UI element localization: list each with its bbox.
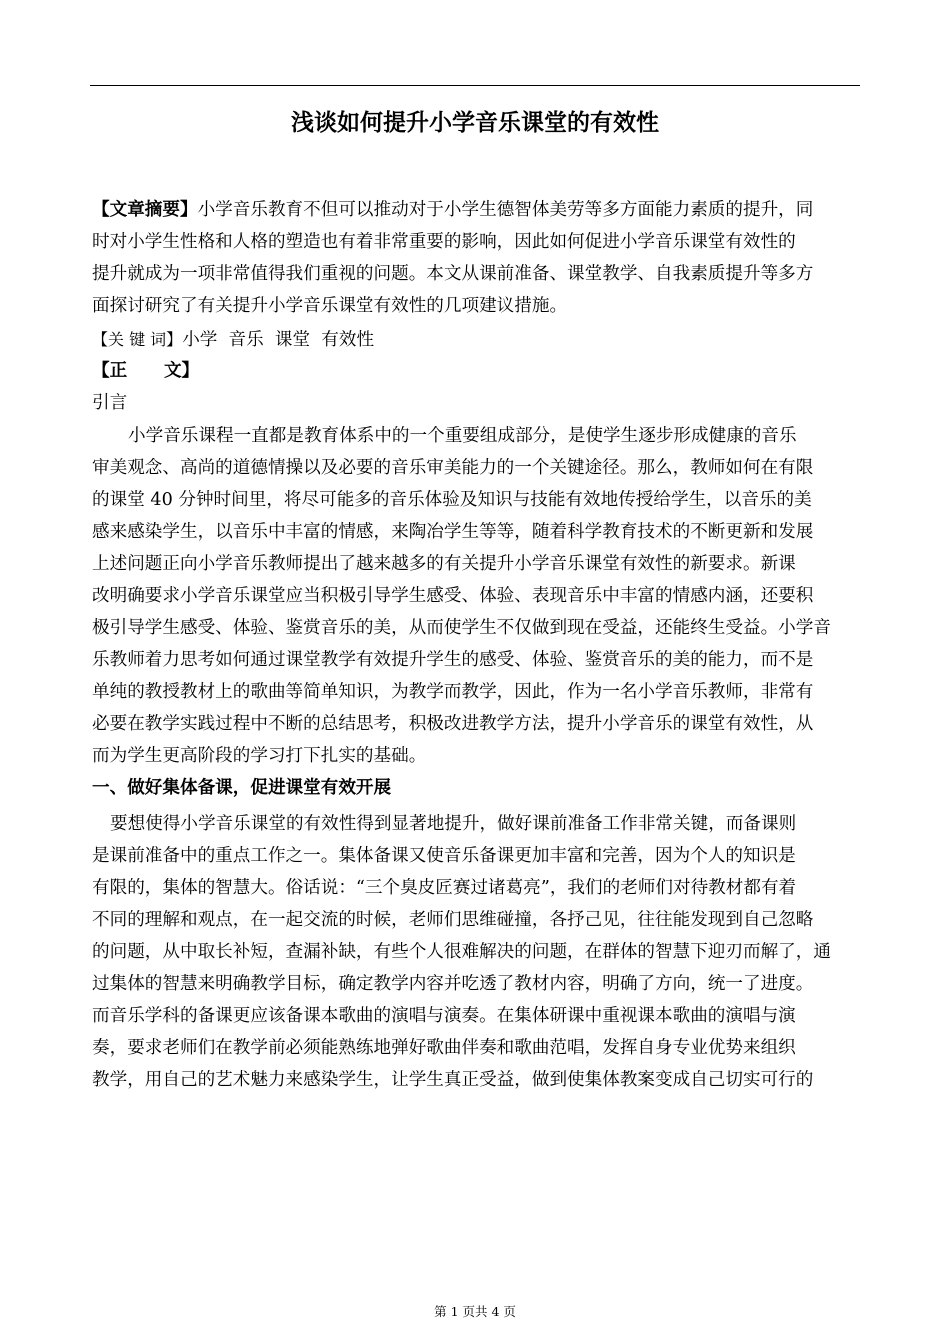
keywords-text: 小学 音乐 课堂 有效性 xyxy=(182,330,375,350)
section-1-line: 教学，用自己的艺术魅力来感染学生，让学生真正受益，做到使集体教案变成自己切实可行的 xyxy=(92,1070,814,1090)
section-1-line: 而音乐学科的备课更应该备课本歌曲的演唱与演奏。在集体研课中重视课本歌曲的演唱与演 xyxy=(92,1006,796,1026)
intro-line: 上述问题正向小学音乐教师提出了越来越多的有关提升小学音乐课堂有效性的新要求。新课 xyxy=(92,554,796,574)
section-1-line: 的问题，从中取长补短，查漏补缺，有些个人很难解决的问题，在群体的智慧下迎刃而解了，通 xyxy=(92,942,831,962)
section-1-line: 有限的，集体的智慧大。俗话说：“三个臭皮匠赛过诸葛亮”，我们的老师们对待教材都有着 xyxy=(92,878,797,898)
keywords-line xyxy=(92,325,860,354)
intro-line: 审美观念、高尚的道德情操以及必要的音乐审美能力的一个关键途径。那么，教师如何在有限 xyxy=(92,458,814,478)
abstract-text: 小学音乐教育不但可以推动对于小学生德智体美劳等多方面能力素质的提升，同 xyxy=(197,200,814,220)
intro-line: 乐教师着力思考如何通过课堂教学有效提升学生的感受、体验、鉴赏音乐的美的能力，而不是 xyxy=(92,650,814,670)
document-body xyxy=(92,193,860,1096)
section-1-line: 要想使得小学音乐课堂的有效性得到显著地提升，做好课前准备工作非常关键，而备课则 xyxy=(110,814,797,834)
abstract-label: 【文章摘要】 xyxy=(92,200,198,220)
abstract-paragraph xyxy=(92,193,860,322)
page-footer: 第 1 页共 4 页 xyxy=(434,1304,516,1319)
abstract-line: 时对小学生性格和人格的塑造也有着非常重要的影响，因此如何促进小学音乐课堂有效性的 xyxy=(92,232,796,252)
section-1-heading: 一、做好集体备课，促进课堂有效开展 xyxy=(92,778,392,798)
intro-line: 改明确要求小学音乐课堂应当积极引导学生感受、体验、表现音乐中丰富的情感内涵，还要积 xyxy=(92,586,814,606)
keywords-label: 【关 键 词】 xyxy=(92,330,183,349)
abstract-line xyxy=(92,194,860,226)
intro-line: 的课堂 40 分钟时间里，将尽可能多的音乐体验及知识与技能有效地传授给学生，以音乐的美 xyxy=(92,490,812,510)
intro-line: 单纯的教授教材上的歌曲等简单知识，为教学而教学，因此，作为一名小学音乐教师，非常有 xyxy=(92,682,814,702)
page-title: 浅谈如何提升小学音乐课堂的有效性 xyxy=(291,109,659,136)
intro-line: 而为学生更高阶段的学习打下扎实的基础。 xyxy=(92,746,427,766)
section-1-line: 过集体的智慧来明确教学目标，确定教学内容并吃透了教材内容，明确了方向，统一了进度。 xyxy=(92,974,814,994)
intro-paragraph xyxy=(92,420,860,772)
section-1-paragraph xyxy=(92,808,860,1096)
intro-line: 小学音乐课程一直都是教育体系中的一个重要组成部分，是使学生逐步形成健康的音乐 xyxy=(128,426,797,446)
header-rule xyxy=(90,85,860,86)
abstract-line: 面探讨研究了有关提升小学音乐课堂有效性的几项建议措施。 xyxy=(92,296,568,316)
intro-heading: 引言 xyxy=(92,393,128,413)
intro-line: 极引导学生感受、体验、鉴赏音乐的美，从而使学生不仅做到现在受益，还能终生受益。小学音 xyxy=(92,618,831,638)
intro-line: 必要在教学实践过程中不断的总结思考，积极改进教学方法，提升小学音乐的课堂有效性，从 xyxy=(92,714,814,734)
section-1-line: 奏，要求老师们在教学前必须能熟练地弹好歌曲伴奏和歌曲范唱，发挥自身专业优势来组织 xyxy=(92,1038,796,1058)
section-1-line: 不同的理解和观点，在一起交流的时候，老师们思维碰撞，各抒己见，往往能发现到自己忽略 xyxy=(92,910,814,930)
main-text-label: 【正 文】 xyxy=(92,361,200,381)
section-1-line: 是课前准备中的重点工作之一。集体备课又使音乐备课更加丰富和完善，因为个人的知识是 xyxy=(92,846,796,866)
intro-line: 感来感染学生，以音乐中丰富的情感，来陶冶学生等等，随着科学教育技术的不断更新和发展 xyxy=(92,522,814,542)
abstract-line: 提升就成为一项非常值得我们重视的问题。本文从课前准备、课堂教学、自我素质提升等多方 xyxy=(92,264,814,284)
